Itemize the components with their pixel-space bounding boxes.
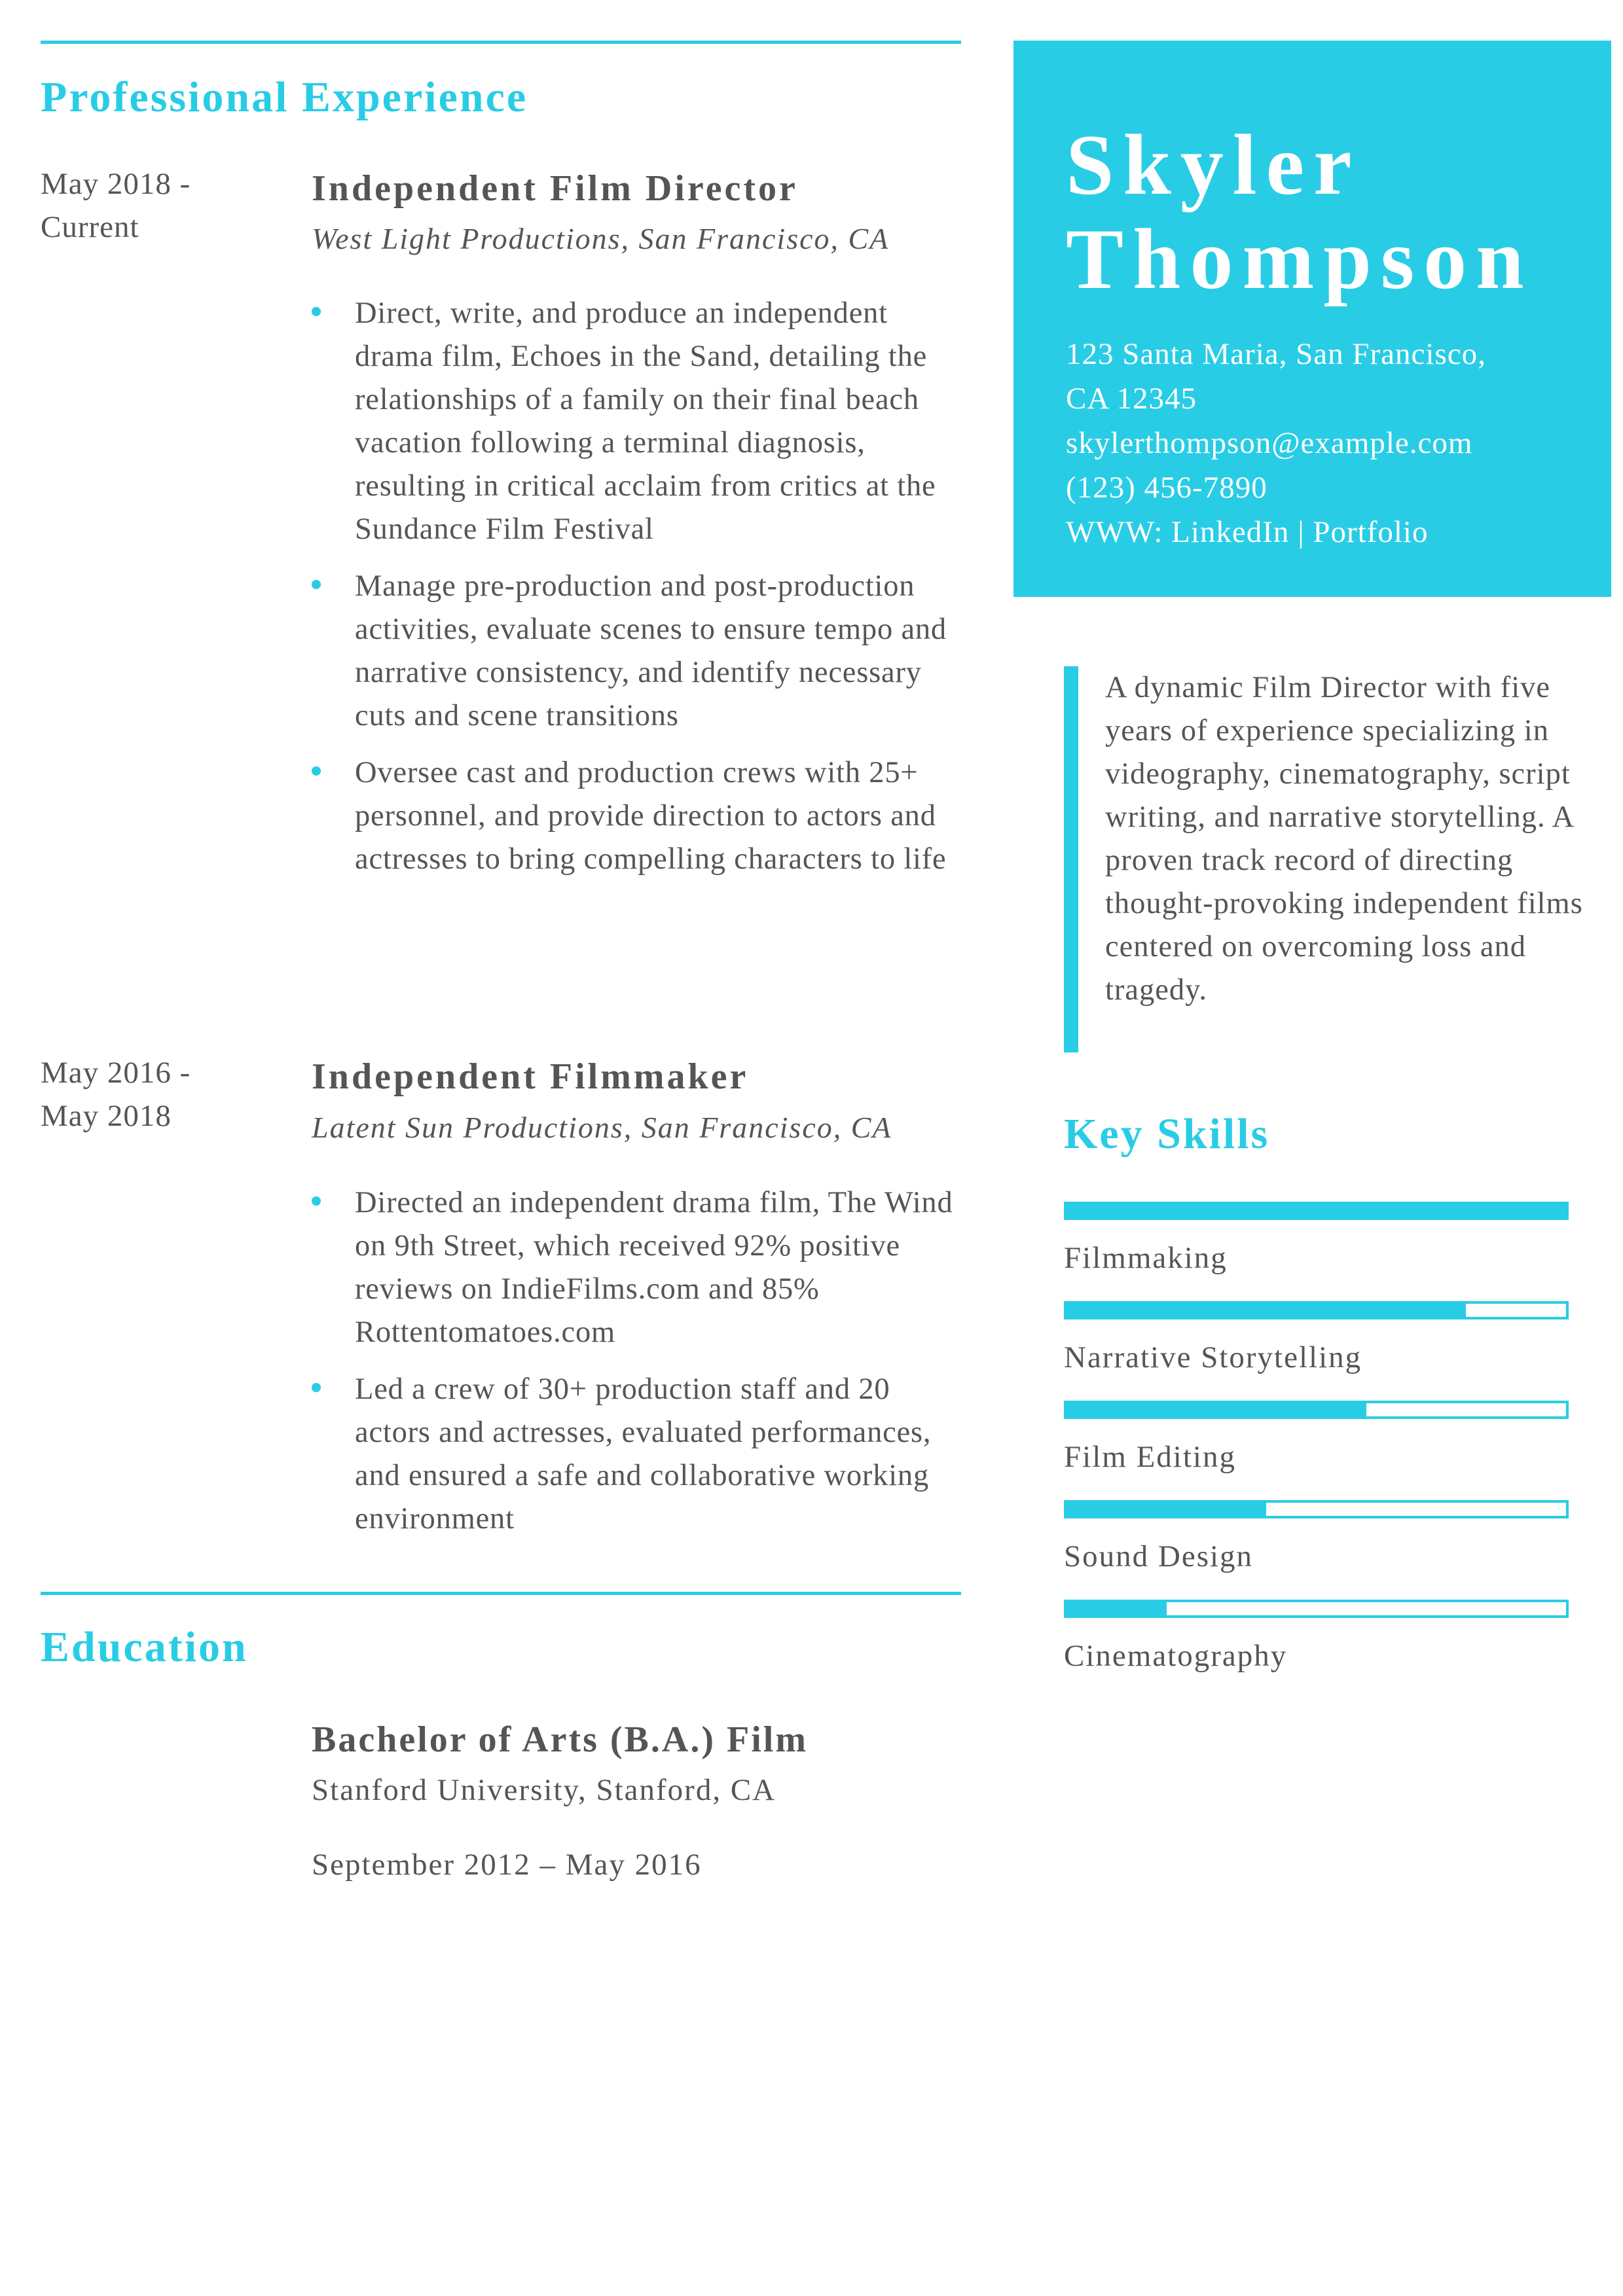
first-name: Skyler — [1066, 117, 1361, 213]
www-label: WWW: — [1066, 515, 1163, 549]
web-links — [1066, 510, 1603, 554]
job-1-bullet-2-text: Manage pre-production and post-production activities, evaluate scenes to ensure tempo and narrative consistency, and identify necessary cuts and scene transitions — [355, 569, 947, 732]
job-1-dates — [41, 162, 191, 249]
bullet-dot-icon — [312, 766, 321, 776]
address-line-1: 123 Santa Maria, San Francisco, — [1066, 337, 1486, 371]
job-2-bullet-2 — [312, 1368, 966, 1541]
section-divider-education — [41, 1592, 961, 1595]
skill-level-fill — [1067, 1304, 1466, 1317]
job-1-bullet-1 — [312, 292, 966, 551]
job-1-bullet-3 — [312, 751, 966, 881]
section-divider-experience — [41, 41, 961, 44]
address-line-2: CA 12345 — [1066, 382, 1197, 416]
skill-level-bar — [1064, 1401, 1569, 1419]
job-2-bullets — [312, 1181, 966, 1554]
job-1-date-start: May 2018 - — [41, 167, 191, 201]
summary-accent-bar — [1064, 666, 1078, 1052]
contact-info — [1066, 332, 1603, 554]
bullet-dot-icon — [312, 580, 321, 589]
education-dates: September 2012 – May 2016 — [312, 1848, 702, 1882]
email-link[interactable]: skylerthompson@example.com — [1066, 426, 1473, 460]
skill-item — [1064, 1202, 1569, 1275]
bullet-dot-icon — [312, 307, 321, 316]
header-box — [1013, 41, 1611, 597]
phone: (123) 456-7890 — [1066, 471, 1267, 505]
job-2-bullet-1-text: Directed an independent drama film, The Wind on 9th Street, which received 92% positive reviews on IndieFilms.com and 85% Rottentomatoes.com — [355, 1186, 953, 1349]
job-2-bullet-2-text: Led a crew of 30+ production staff and 20 actors and actresses, evaluated performances, and ensured a safe and collaborative working environment — [355, 1372, 932, 1535]
job-2-date-start: May 2016 - — [41, 1056, 191, 1090]
job-1-bullet-3-text: Oversee cast and production crews with 25+ personnel, and provide direction to actors and actresses to bring compelling characters to life — [355, 756, 947, 876]
skill-item — [1064, 1600, 1569, 1673]
skill-level-fill — [1067, 1403, 1366, 1416]
skill-label: Filmmaking — [1064, 1241, 1228, 1275]
job-1-date-end: Current — [41, 210, 139, 244]
job-1-bullet-1-text: Direct, write, and produce an independent drama film, Echoes in the Sand, detailing the relationships of a family on their final beach vacation following a terminal diagnosis, resulting in critical acclaim from critics at the Sundance Film Festival — [355, 296, 936, 546]
job-2-dates — [41, 1051, 191, 1138]
portfolio-link[interactable]: Portfolio — [1313, 515, 1429, 549]
job-2-date-end: May 2018 — [41, 1099, 172, 1133]
education-school: Stanford University, Stanford, CA — [312, 1773, 776, 1807]
link-separator: | — [1298, 515, 1305, 549]
job-1-company: West Light Productions, San Francisco, CA — [312, 222, 890, 255]
last-name: Thompson — [1066, 211, 1533, 307]
skill-level-bar — [1064, 1600, 1569, 1618]
skill-label: Film Editing — [1064, 1440, 1236, 1474]
education-degree: Bachelor of Arts (B.A.) Film — [312, 1719, 808, 1760]
section-title-skills: Key Skills — [1064, 1110, 1270, 1158]
skill-item — [1064, 1301, 1569, 1374]
professional-summary: A dynamic Film Director with five years of experience specializing in videography, cinematography, script writing, and narrative storytelling. A proven track record of directing thought-provoking independent films centered on overcoming loss and tragedy. — [1105, 671, 1583, 1007]
section-title-education: Education — [41, 1623, 248, 1671]
job-2-title: Independent Filmmaker — [312, 1056, 749, 1097]
job-1-bullet-2 — [312, 565, 966, 738]
job-2-company: Latent Sun Productions, San Francisco, CA — [312, 1111, 892, 1144]
skill-level-fill — [1067, 1204, 1566, 1217]
skill-item — [1064, 1500, 1569, 1573]
bullet-dot-icon — [312, 1196, 321, 1206]
job-2-bullet-1 — [312, 1181, 966, 1354]
skill-level-bar — [1064, 1202, 1569, 1220]
skill-level-fill — [1067, 1503, 1266, 1516]
skill-label: Narrative Storytelling — [1064, 1340, 1362, 1374]
job-1-title: Independent Film Director — [312, 168, 798, 209]
skill-level-bar — [1064, 1301, 1569, 1319]
linkedin-link[interactable]: LinkedIn — [1171, 515, 1290, 549]
skill-label: Cinematography — [1064, 1639, 1288, 1673]
job-1-bullets — [312, 292, 966, 895]
skill-level-fill — [1067, 1602, 1167, 1615]
bullet-dot-icon — [312, 1383, 321, 1392]
section-title-experience: Professional Experience — [41, 73, 528, 121]
skill-item — [1064, 1401, 1569, 1474]
skill-label: Sound Design — [1064, 1539, 1254, 1573]
candidate-name — [1066, 118, 1533, 306]
skill-level-bar — [1064, 1500, 1569, 1518]
